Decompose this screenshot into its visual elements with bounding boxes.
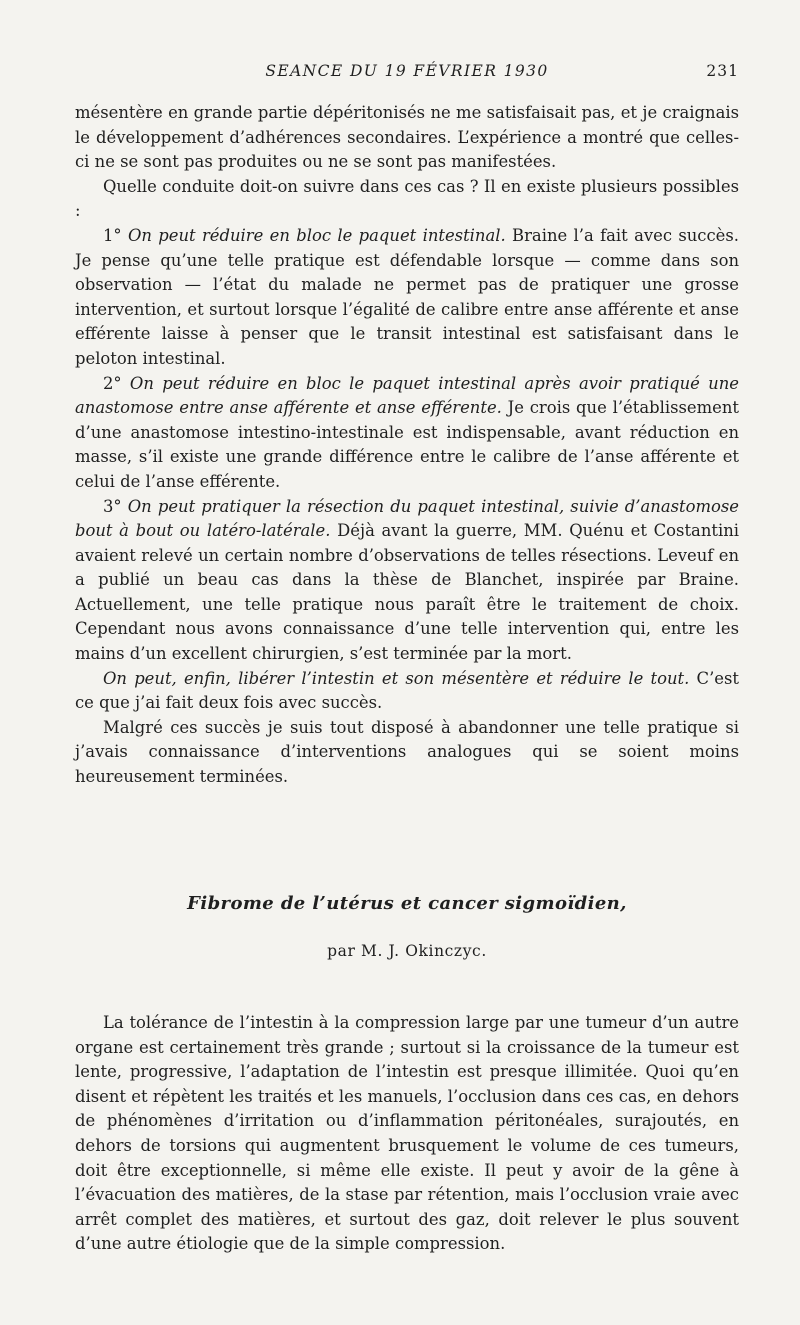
option-heading: On peut réduire en bloc le paquet intestinal. [127,225,506,245]
author-byline: par M. J. Okinczyc. [327,942,487,960]
paragraph: mésentère en grande partie dépéritonisés ne me satisfaisait pas, et je craignais le développement d’adhérences secondaires. L’expérience a montré que celles-ci ne se sont pas produites ou ne se sont pas manifestées. [75,103,739,172]
option-text: Déjà avant la guerre, MM. Quénu et Costantini avaient relevé un certain nombre d’observations de telles résections. Leveuf en a publié un beau cas dans la thèse de Blanchet, inspirée par Braine. Actuellement, une telle pratique nous paraît être le traitement de choix. Cependant nous avons connaissance d’une telle intervention qui, entre les mains d’un excellent chirurgien, s’est terminée par la mort. [75,521,739,664]
option-heading: On peut, enfin, libérer l’intestin et son mésentère et réduire le tout. [103,668,690,688]
option-number: 2° [103,373,122,393]
paragraph: La tolérance de l’intestin à la compression large par une tumeur d’un autre organe est certainement très grande ; surtout si la croissance de la tumeur est lente, progressive, l’adaptation de l’intestin est presque illimitée. Quoi qu’en disent et répètent les traités et les manuels, l’occlusion dans ces cas, en dehors de phénomènes d’irritation ou d’inflammation péritonéales, surajoutés, en dehors de torsions qui augmentent brusquement le volume de ces tumeurs, doit être exceptionnelle, si même elle existe. Il peut y avoir de la gêne à l’évacuation des matières, de la stase par rétention, mais l’occlusion vraie avec arrêt complet des matières, et surtout des gaz, doit relever le plus souvent d’une autre étiologie que de la simple compression. [75,1013,739,1254]
paragraph: Quelle conduite doit-on suivre dans ces cas ? Il en existe plusieurs possibles : [75,176,739,221]
paragraph-option-2 [75,372,739,495]
paragraph-option-3 [75,495,739,667]
paragraph-option-4 [75,667,739,716]
option-heading: On peut pratiquer la résection du paquet intestinal, suivie d’anastomose bout à bout ou latéro-latérale. [75,496,739,541]
section-title: Fibrome de l’utérus et cancer sigmoïdien, [187,893,627,914]
option-number: 1° [103,225,122,245]
paragraph-option-1 [75,224,739,372]
option-text: Je crois que l’établissement d’une anastomose intestino-intestinale est indispensable, avant réduction en masse, s’il existe une grande différence entre le calibre de l’anse afférente et celui de l’anse efférente. [75,398,739,491]
option-text: Braine l’a fait avec succès. Je pense qu’une telle pratique est défendable lorsque — comme dans son observation — l’état du malade ne permet pas de pratiquer une grosse intervention, et surtout lorsque l’égalité de calibre entre anse afférente et anse efférente laisse à penser que le transit intestinal est satisfaisant dans le peloton intestinal. [75,225,739,368]
section-body-text [75,1011,739,1257]
running-header [75,62,739,86]
option-heading: On peut réduire en bloc le paquet intestinal après avoir pratiqué une anastomose entre anse afférente et anse efférente. [75,373,739,418]
option-text: C’est ce que j’ai fait deux fois avec succès. [75,668,739,713]
running-title: SEANCE DU 19 FÉVRIER 1930 [265,62,549,80]
body-text [75,101,739,790]
paragraph: Malgré ces succès je suis tout disposé à abandonner une telle pratique si j’avais connaissance d’interventions analogues qui se soient moins heureusement terminées. [75,717,739,787]
page-number: 231 [706,62,739,80]
option-number: 3° [103,496,122,516]
